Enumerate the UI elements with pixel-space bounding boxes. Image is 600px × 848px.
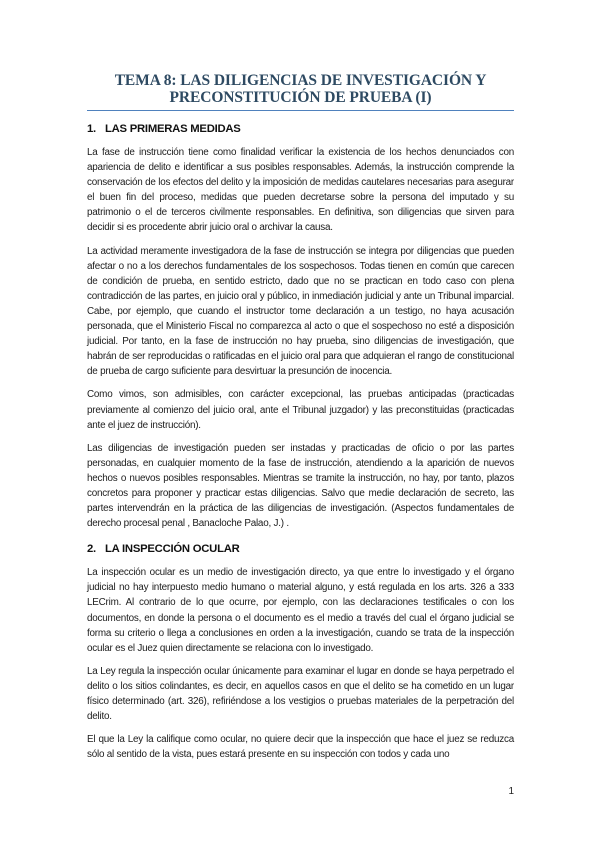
section-heading-primeras-medidas [87,122,514,136]
paragraph: La inspección ocular es un medio de investigación directo, ya que entre lo investigado y el órgano judicial no hay interpuesto medio humano o material alguno, y está regulada en los arts. 326 a 333 LECrim. Al contrario de lo que ocurre, por ejemplo, con las declaraciones testificales o con los documentos, en donde la persona o el documento es el medio a través del cual el órgano judicial se forma su criterio o llega a conclusiones en orden a la investigación, cuando se trata de la inspección ocular es el Juez quien directamente se relaciona con lo investigado. [87,567,514,654]
section-title: LAS PRIMERAS MEDIDAS [105,123,241,135]
paragraph: El que la Ley la califique como ocular, no quiere decir que la inspección que hace el juez se reduzca sólo al sentido de la vista, pues estará presente en su inspección con todos y cada uno [87,734,514,761]
section-number: 2. [87,543,96,556]
section-heading-inspeccion-ocular [87,542,514,556]
section-title: LA INSPECCIÓN OCULAR [105,543,240,556]
title-underline [87,110,514,111]
paragraph: Las diligencias de investigación pueden ser instadas y practicadas de oficio o por las partes personadas, en cualquier momento de la fase de instrucción, atendiendo a la aparición de nuevos hechos o nuevos posibles responsables. Mientras se tramite la instrucción, no hay, por tanto, plazos concretos para proponer y practicar estas diligencias. Salvo que medie declaración de secreto, las partes intervendrán en la práctica de las diligencias de investigación. (Aspectos fundamentales de derecho procesal penal , Banacloche Palao, J.) . [87,442,514,530]
title-line-2: PRECONSTITUCIÓN DE PRUEBA (I) [169,89,432,106]
title-line-1: TEMA 8: LAS DILIGENCIAS DE INVESTIGACIÓN Y [114,72,487,89]
paragraph: La Ley regula la inspección ocular únicamente para examinar el lugar en donde se haya perpetrado el delito o los sitios colindantes, es decir, en aquellos casos en que el delito se ha cometido en un lugar físico determinado (art. 326), refiriéndose a los vestigios o pruebas materiales de la perpetración del delito. [87,665,514,723]
page-number: 1 [508,786,514,797]
document-title [87,0,514,106]
paragraph: La fase de instrucción tiene como finalidad verificar la existencia de los hechos denunciados con apariencia de delito e identificar a sus posibles responsables. Además, la instrucción comprende la conservación de los efectos del delito y la imposición de medidas cautelares necesarias para asegurar el buen fin del proceso, medidas que pueden decretarse sobre la persona del imputado y su patrimonio o el de terceros civilmente responsables. En definitiva, son diligencias que sirven para decidir si es procedente abrir juicio oral o archivar la causa. [87,147,514,234]
paragraph: La actividad meramente investigadora de la fase de instrucción se integra por diligencias que pueden afectar o no a los derechos fundamentales de los sospechosos. Todas tienen en común que carecen de condición de prueba, en sentido estricto, dado que no se practican en todo caso con plena contradicción de las partes, en juicio oral y público, in inmediación judicial y ante un Tribunal imparcial. Cabe, por ejemplo, que cuando el instructor tome declaración a un testigo, no haya acusación personada, que el Ministerio Fiscal no comparezca al acto o que el sospechoso no esté a disposición judicial. Por tanto, en la fase de instrucción no hay prueba, sino diligencias de investigación, que habrán de ser reproducidas o ratificadas en el juicio oral para que adquieran el rango de constitucional de prueba de cargo suficiente para desvirtuar la presunción de inocencia. [87,245,514,378]
paragraph: Como vimos, son admisibles, con carácter excepcional, las pruebas anticipadas (practicadas previamente al comienzo del juicio oral, ante el Tribunal juzgador) y las preconstituidas (practicadas ante el juez de instrucción). [87,389,514,431]
section-number: 1. [87,123,96,135]
